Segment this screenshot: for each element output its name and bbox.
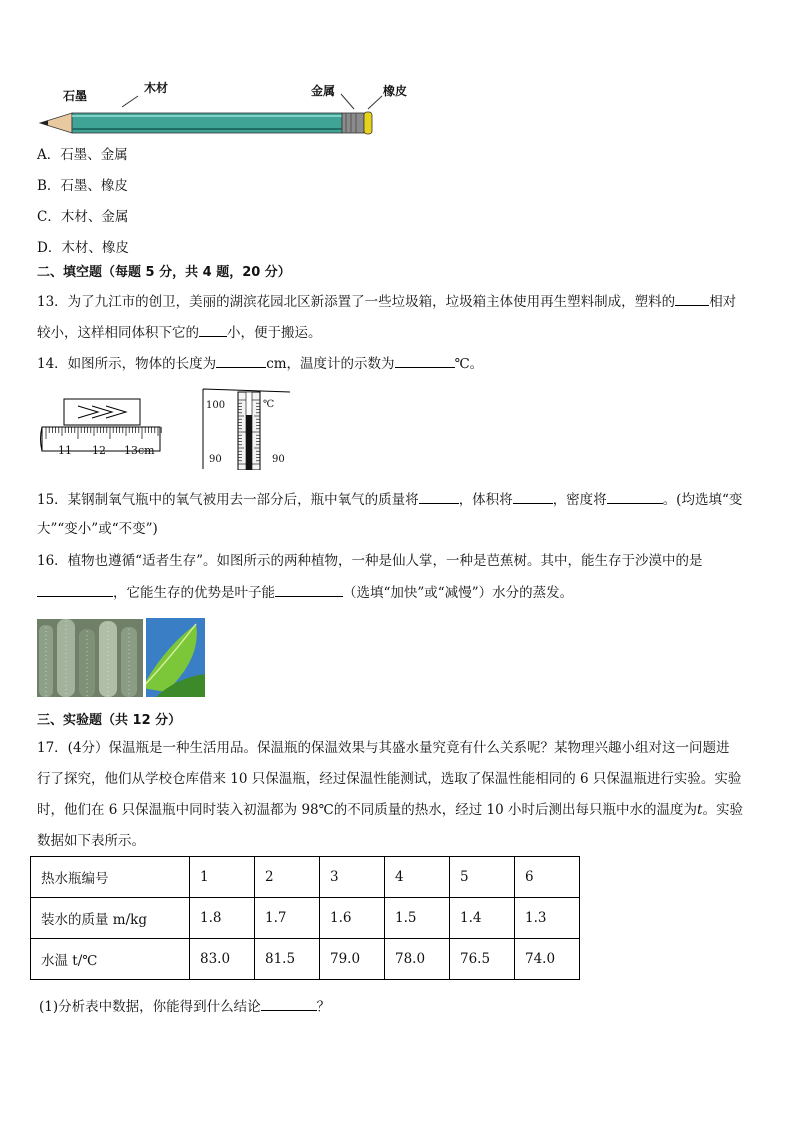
thermo-label-90-right: 90	[272, 454, 285, 465]
table-cell: 74.0	[515, 939, 580, 980]
table-cell: 1.8	[190, 898, 255, 939]
table-row	[31, 939, 580, 980]
table-cell: 4	[385, 857, 450, 898]
table-cell: 81.5	[255, 939, 320, 980]
q17-line4: 数据如下表所示。	[37, 833, 145, 849]
q14-blank1	[216, 353, 266, 368]
q13-line2: 较小，这样相同体积下它的 小，便于搬运。	[37, 322, 322, 343]
ruler-tick-11: 11	[58, 444, 72, 457]
table-cell: 5	[450, 857, 515, 898]
q16-blank1	[37, 582, 113, 597]
q14-text: 14．如图所示，物体的长度为 cm，温度计的示数为 ℃。	[37, 353, 483, 374]
option-b: B．石墨、橡皮	[37, 178, 128, 194]
table-cell: 3	[320, 857, 385, 898]
q15-line1: 15．某钢制氧气瓶中的氧气被用去一部分后，瓶中氧气的质量将 ，体积将 ，密度将 。(均选填“变	[37, 489, 742, 510]
q17-sub1: (1)分析表中数据，你能得到什么结论 ？	[39, 996, 330, 1017]
thermometer-figure	[200, 388, 292, 470]
q14-blank2	[395, 353, 455, 368]
table-cell: 1.5	[385, 898, 450, 939]
label-wood: 木材	[144, 81, 169, 95]
table-cell: 1.4	[450, 898, 515, 939]
section2-heading: 二、填空题（每题 5 分，共 4 题，20 分）	[37, 265, 291, 280]
thermo-unit: ℃	[263, 399, 275, 410]
thermo-label-90-left: 90	[209, 454, 222, 465]
q17-line1: 17．(4分）保温瓶是一种生活用品。保温瓶的保温效果与其盛水量究竟有什么关系呢？某物理兴趣小组对这一问题进	[37, 740, 730, 756]
table-cell: 装水的质量 m/kg	[31, 898, 190, 939]
q13-blank2	[199, 322, 227, 337]
table-cell: 2	[255, 857, 320, 898]
table-row	[31, 857, 580, 898]
data-table	[30, 856, 580, 980]
option-a: A．石墨、金属	[37, 147, 128, 163]
thermo-label-100: 100	[206, 400, 226, 411]
ruler-tick-13cm: 13cm	[124, 444, 155, 457]
q13-line1: 13．为了九江市的创卫，美丽的湖滨花园北区新添置了一些垃圾箱，垃圾箱主体使用再生塑料制成，塑料的 相对	[37, 291, 736, 312]
section3-heading: 三、实验题（共 12 分）	[37, 713, 182, 728]
table-cell: 78.0	[385, 939, 450, 980]
ruler-figure	[38, 395, 164, 459]
q15-line2: 大”“变小”或“不变”)	[37, 521, 158, 537]
q16-line2: ，它能生存的优势是叶子能 （选填“加快”或“减慢”）水分的蒸发。	[37, 582, 573, 603]
label-metal: 金属	[311, 84, 336, 98]
ruler-tick-12: 12	[92, 444, 106, 457]
q15-blank2	[513, 489, 553, 504]
q16-line1: 16．植物也遵循“适者生存”。如图所示的两种植物，一种是仙人掌，一种是芭蕉树。其中，能生存于沙漠中的是	[37, 553, 703, 569]
q15-blank1	[419, 489, 459, 504]
table-cell: 76.5	[450, 939, 515, 980]
table-row	[31, 898, 580, 939]
table-cell: 1.6	[320, 898, 385, 939]
table-cell: 1.3	[515, 898, 580, 939]
q17-line3: 时，他们在 6 只保温瓶中同时装入初温都为 98℃的不同质量的热水，经过 10 小时后测出每只瓶中水的温度为t。实验	[37, 802, 743, 818]
label-eraser: 橡皮	[383, 84, 408, 98]
table-cell: 83.0	[190, 939, 255, 980]
table-cell: 1.7	[255, 898, 320, 939]
pencil-figure	[36, 76, 416, 140]
q13-blank1	[675, 291, 709, 306]
q16-blank2	[275, 582, 343, 597]
option-c: C．木材、金属	[37, 209, 129, 225]
q17-sub1-blank	[261, 996, 317, 1011]
banana-leaf-photo	[146, 618, 205, 697]
cactus-photo	[37, 619, 143, 697]
q17-line2: 行了探究，他们从学校仓库借来 10 只保温瓶，经过保温性能测试，选取了保温性能相同的 6 只保温瓶进行实验。实验	[37, 771, 742, 787]
pencil-drawing	[36, 76, 416, 140]
label-graphite: 石墨	[63, 89, 88, 103]
table-cell: 1	[190, 857, 255, 898]
q15-blank3	[607, 489, 663, 504]
table-cell: 水温 t/℃	[31, 939, 190, 980]
option-d: D．木材、橡皮	[37, 240, 129, 256]
table-cell: 6	[515, 857, 580, 898]
table-cell: 热水瓶编号	[31, 857, 190, 898]
table-cell: 79.0	[320, 939, 385, 980]
